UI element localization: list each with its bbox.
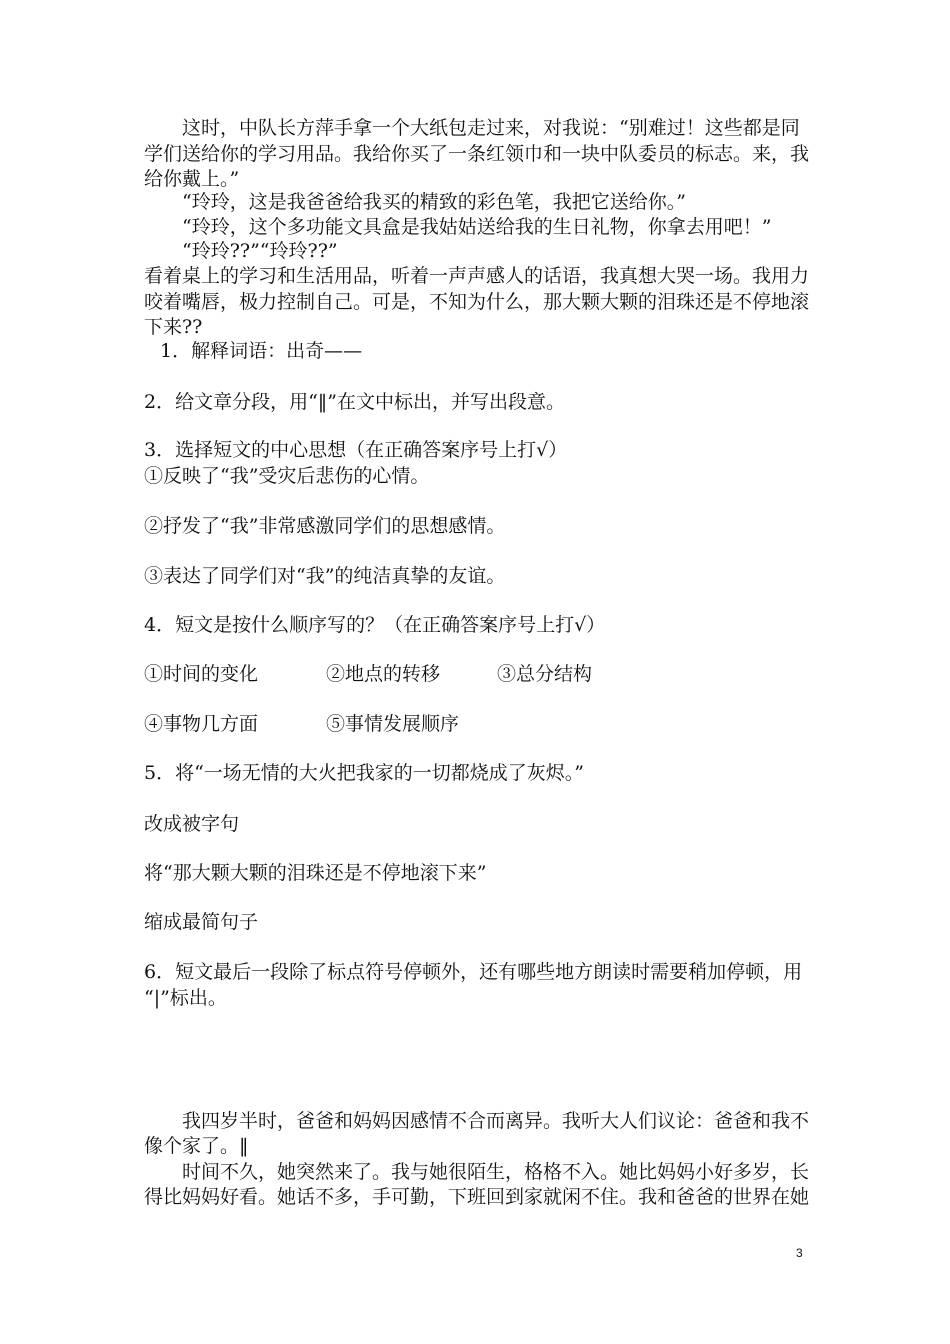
passage1-line-9: 下来??	[144, 316, 203, 338]
page-number: 3	[796, 1246, 803, 1260]
question-1: 1．解释词语：出奇——	[160, 340, 363, 362]
passage1-line-5: “玲玲，这个多功能文具盒是我姑姑送给我的生日礼物，你拿去用吧！”	[182, 216, 772, 238]
question-5-line-4: 缩成最简句子	[144, 911, 259, 933]
question-4-option-5: ⑤事情发展顺序	[326, 713, 460, 735]
question-3-option-1: ①反映了“我”受灾后悲伤的心情。	[144, 465, 430, 487]
question-4-option-1: ①时间的变化	[144, 663, 259, 685]
passage1-line-3: 给你戴上。”	[144, 168, 240, 190]
passage2-line-1: 我四岁半时，爸爸和妈妈因感情不合而离异。我听大人们议论：爸爸和我不	[182, 1110, 810, 1132]
question-4-option-2: ②地点的转移	[326, 663, 441, 685]
question-2: 2．给文章分段，用“‖”在文中标出，并写出段意。	[144, 391, 566, 413]
passage1-line-6: “玲玲??”“玲玲??”	[182, 240, 338, 262]
question-3-stem: 3．选择短文的中心思想（在正确答案序号上打√）	[144, 439, 568, 461]
question-5-line-3: 将“那大颗大颗的泪珠还是不停地滚下来”	[144, 862, 487, 884]
passage2-line-3: 时间不久，她突然来了。我与她很陌生，格格不入。她比妈妈小好多岁，长	[182, 1161, 810, 1183]
question-4-option-3: ③总分结构	[497, 663, 593, 685]
passage1-line-7: 看着桌上的学习和生活用品，听着一声声感人的话语，我真想大哭一场。我用力	[144, 265, 810, 287]
question-3-option-3: ③表达了同学们对“我”的纯洁真挚的友谊。	[144, 565, 506, 587]
question-5-line-1: 5．将“一场无情的大火把我家的一切都烧成了灰烬。”	[144, 762, 585, 784]
passage1-line-2: 学们送给你的学习用品。我给你买了一条红领巾和一块中队委员的标志。来，我	[144, 143, 810, 165]
question-6-line-1: 6．短文最后一段除了标点符号停顿外，还有哪些地方朗读时需要稍加停顿，用	[144, 961, 803, 983]
question-4-stem: 4．短文是按什么顺序写的？（在正确答案序号上打√）	[144, 614, 606, 636]
passage2-line-4: 得比妈妈好看。她话不多，手可勤，下班回到家就闲不住。我和爸爸的世界在她	[144, 1186, 810, 1208]
question-4-option-4: ④事物几方面	[144, 713, 259, 735]
passage1-line-1: 这时，中队长方萍手拿一个大纸包走过来，对我说：“别难过！这些都是同	[182, 117, 800, 139]
question-6-line-2: “|”标出。	[144, 987, 227, 1009]
passage1-line-8: 咬着嘴唇，极力控制自己。可是，不知为什么，那大颗大颗的泪珠还是不停地滚	[144, 291, 810, 313]
question-3-option-2: ②抒发了“我”非常感激同学们的思想感情。	[144, 515, 506, 537]
passage1-line-4: “玲玲，这是我爸爸给我买的精致的彩色笔，我把它送给你。”	[182, 191, 686, 213]
question-5-line-2: 改成被字句	[144, 813, 240, 835]
passage2-line-2: 像个家了。‖	[144, 1135, 249, 1157]
